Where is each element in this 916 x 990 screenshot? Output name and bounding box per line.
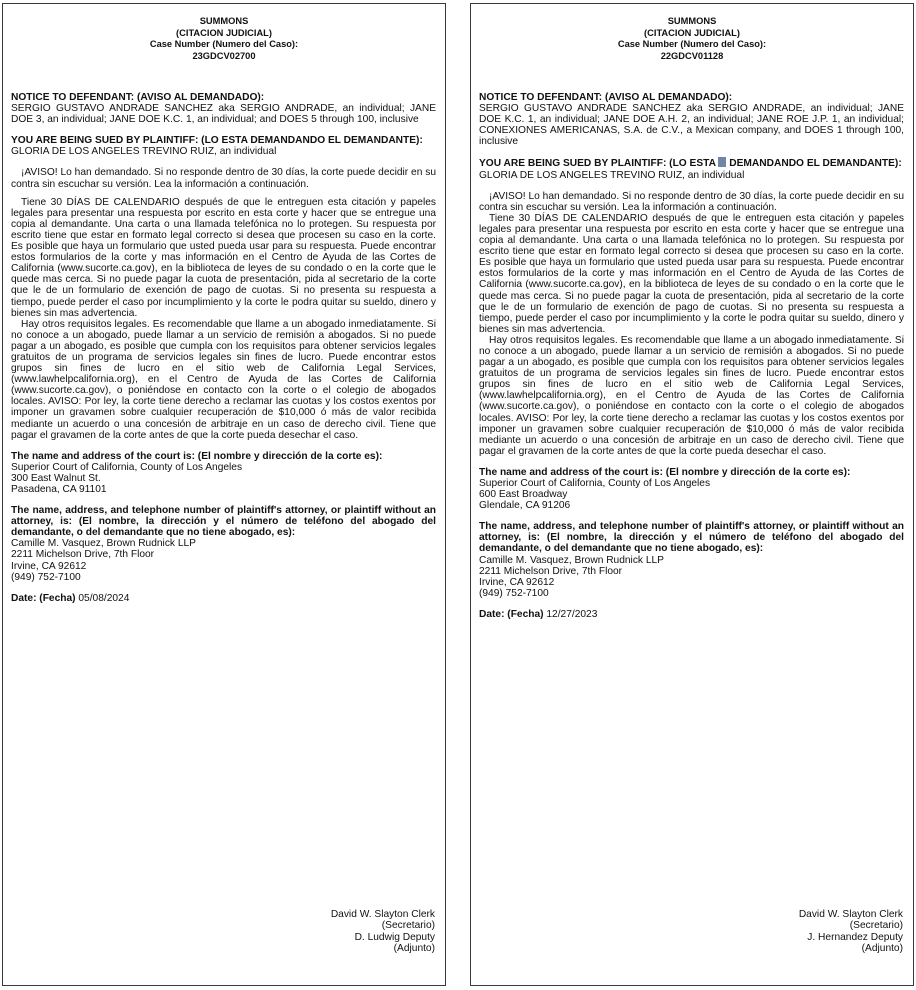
attorney-line: Camille M. Vasquez, Brown Rudnick LLP: [11, 538, 196, 550]
doc-title: SUMMONS: [667, 16, 717, 26]
deputy-title: (Adjunto): [393, 943, 435, 955]
aviso-paragraph-3: Hay otros requisitos legales. Es recomendable que llame a un abogado inmediatamente. Si no conoce a un abogado, puede llamar a un servicio de remisión a abogados. Si no puede pagar a un abogado, es posible que cumpla con los requisitos para obtener servicios legales gratuitos de un programa de servicios legales sin fines de lucro. Puede encontrar estos grupos sin fines de lucro en el sitio web de California Legal Services, (www.lawhelpcalifornia.org), en el Centro de Ayuda de las Cortes de California (www.sucorte.ca.gov), o poniéndose en contacto con la corte o el colegio de abogados locales. AVISO: Por ley, la corte tiene derecho a reclamar las cuotas y los costos exentos por imponer un gravamen sobre cualquier recuperación de $10,000 ó más de valor recibida mediante un acuerdo o una concesión de arbitraje en un caso de derecho civil. Tiene que pagar el gravamen de la corte antes de que la corte pueda desechar el caso.: [11, 318, 436, 441]
selection-highlight: [718, 157, 726, 167]
summons-page-right: [470, 3, 914, 986]
attorney-line: Camille M. Vasquez, Brown Rudnick LLP: [479, 554, 664, 566]
date-label: Date: (Fecha): [479, 608, 544, 620]
date-value: 12/27/2023: [546, 608, 598, 620]
doc-title: SUMMONS: [199, 16, 249, 26]
deputy-name: J. Hernandez Deputy: [807, 931, 903, 943]
deputy-name: D. Ludwig Deputy: [354, 931, 435, 943]
sued-heading-a: YOU ARE BEING SUED BY PLAINTIFF: (LO ESTA: [479, 158, 716, 170]
date-label: Date: (Fecha): [11, 592, 76, 604]
case-number: 23GDCV02700: [192, 50, 256, 61]
attorney-line: (949) 752-7100: [479, 587, 549, 599]
attorney-line: Irvine, CA 92612: [479, 576, 555, 588]
court-line: Superior Court of California, County of Los Angeles: [11, 461, 243, 473]
aviso-paragraph-3: Hay otros requisitos legales. Es recomendable que llame a un abogado inmediatamente. Si no conoce a un abogado, puede llamar a un servicio de remisión a abogados. Si no puede pagar a un abogado, es posible que cumpla con los requisitos para obtener servicios legales gratuitos de un programa de servicios legales sin fines de lucro. Puede encontrar estos grupos sin fines de lucro en el sitio web de California Legal Services, (www.lawhelpcalifornia.org), en el Centro de Ayuda de las Cortes de California (www.sucorte.ca.gov), o poniéndose en contacto con la corte o el colegio de abogados locales. AVISO: Por ley, la corte tiene derecho a reclamar las cuotas y los costos exentos por imponer un gravamen sobre cualquier recuperación de $10,000 ó más de valor recibida mediante un acuerdo o una concesión de arbitraje en un caso de derecho civil. Tiene que pagar el gravamen de la corte antes de que la corte pueda desechar el caso.: [479, 334, 904, 457]
court-line: 600 East Broadway: [479, 489, 568, 501]
attorney-line: Irvine, CA 92612: [11, 560, 87, 572]
court-line: Glendale, CA 91206: [479, 500, 571, 512]
summons-body: [11, 92, 436, 604]
summons-header: [3, 16, 445, 62]
court-line: Superior Court of California, County of Los Angeles: [479, 478, 711, 489]
attorney-line: 2211 Michelson Drive, 7th Floor: [11, 549, 155, 561]
summons-header: [471, 16, 913, 62]
case-number-label: Case Number (Numero del Caso):: [149, 39, 299, 50]
attorney-line: (949) 752-7100: [11, 571, 81, 583]
aviso-paragraph-1: ¡AVISO! Lo han demandado. Si no responde dentro de 30 días, la corte puede decidir en su contra sin escuchar su versión. Lea la información a continuación.: [479, 190, 904, 213]
notice-heading: NOTICE TO DEFENDANT: (AVISO AL DEMANDADO):: [11, 92, 265, 103]
court-line: Pasadena, CA 91101: [11, 484, 107, 495]
date-value: 05/08/2024: [78, 592, 130, 604]
clerk-title: (Secretario): [849, 920, 903, 932]
clerk-name: David W. Slayton Clerk: [798, 909, 903, 920]
court-line: 300 East Walnut St.: [11, 472, 101, 484]
signature-block: [799, 909, 903, 955]
case-number-label: Case Number (Numero del Caso):: [617, 39, 767, 50]
case-number: 22GDCV01128: [660, 50, 724, 61]
doc-subtitle: (CITACION JUDICIAL): [644, 27, 740, 38]
attorney-line: 2211 Michelson Drive, 7th Floor: [479, 565, 623, 577]
attorney-heading: The name, address, and telephone number of plaintiff's attorney, or plaintiff without an attorney, is: (El nombre, la dirección y el número de teléfono del abogado del demandante, o del demandante que no tiene abogado, es):: [479, 521, 904, 555]
sued-heading-b: DEMANDANDO EL DEMANDANTE):: [729, 158, 902, 170]
defendants-text: SERGIO GUSTAVO ANDRADE SANCHEZ aka SERGIO ANDRADE, an individual; JANE DOE K.C. 1, an individual; JANE DOE A.H. 2, an individual; JANE ROE J.P. 1, an individual; CONEXIONES AMERICANAS, S.A. de C.V., a Mexican company, and DOES 1 through 100, inclusive: [479, 103, 904, 148]
doc-subtitle: (CITACION JUDICIAL): [176, 27, 272, 38]
sued-heading: YOU ARE BEING SUED BY PLAINTIFF: (LO ESTA DEMANDANDO EL DEMANDANTE):: [11, 135, 423, 147]
clerk-name: David W. Slayton Clerk: [330, 909, 435, 920]
plaintiff-text: GLORIA DE LOS ANGELES TREVINO RUIZ, an individual: [11, 146, 277, 158]
defendants-text: SERGIO GUSTAVO ANDRADE SANCHEZ aka SERGIO ANDRADE, an individual; JANE DOE 3, an individual; JANE DOE K.C. 1, an individual; and DOES 5 through 100, inclusive: [11, 103, 436, 126]
date-line: [479, 609, 904, 620]
aviso-paragraph-1: ¡AVISO! Lo han demandado. Si no responde dentro de 30 días, la corte puede decidir en su contra sin escuchar su versión. Lea la información a continuación.: [11, 167, 436, 190]
attorney-heading: The name, address, and telephone number of plaintiff's attorney, or plaintiff without an attorney, is: (El nombre, la dirección y el número de teléfono del abogado del demandante, o del demandante que no tiene abogado, es):: [11, 505, 436, 539]
aviso-paragraph-2: Tiene 30 DÍAS DE CALENDARIO después de que le entreguen esta citación y papeles legales para presentar una respuesta por escrito en esta corte y hacer que se entregue una copia al demandante. Una carta o una llamada telefónica no lo protegen. Su respuesta por escrito tiene que estar en formato legal correcto si desea que procesen su caso en la corte. Es posible que haya un formulario que usted pueda usar para su respuesta. Puede encontrar estos formularios de la corte y mas información en el Centro de Ayuda de las Cortes de California (www.sucorte.ca.gov), en la biblioteca de leyes de su condado o en la corte que le quede mas cerca. Si no puede pagar la cuota de presentación, pida al secretario de la corte que le de un formulario de exención de pago de cuotas. Si no presenta su respuesta a tiempo, puede perder el caso por incumplimiento y la corte le podra quitar su sueldo, dinero y bienes sin mas advertencia.: [11, 196, 436, 319]
deputy-title: (Adjunto): [861, 943, 903, 955]
summons-page-left: [2, 3, 446, 986]
court-heading: The name and address of the court is: (El nombre y dirección de la corte es):: [11, 450, 383, 462]
notice-heading: NOTICE TO DEFENDANT: (AVISO AL DEMANDADO):: [479, 92, 733, 103]
date-line: [11, 593, 436, 604]
plaintiff-text: GLORIA DE LOS ANGELES TREVINO RUIZ, an individual: [479, 169, 745, 181]
court-heading: The name and address of the court is: (El nombre y dirección de la corte es):: [479, 466, 851, 478]
summons-body: [479, 92, 904, 620]
sued-heading: [479, 157, 904, 169]
aviso-paragraph-2: Tiene 30 DÍAS DE CALENDARIO después de que le entreguen esta citación y papeles legales para presentar una respuesta por escrito en esta corte y hacer que se entregue una copia al demandante. Una carta o una llamada telefónica no lo protegen. Su respuesta por escrito tiene que estar en formato legal correcto si desea que procesen su caso en la corte. Es posible que haya un formulario que usted pueda usar para su respuesta. Puede encontrar estos formularios de la corte y mas información en el Centro de Ayuda de las Cortes de California (www.sucorte.ca.gov), en la biblioteca de leyes de su condado o en la corte que le quede mas cerca. Si no puede pagar la cuota de presentación, pida al secretario de la corte que le de un formulario de exención de pago de cuotas. Si no presenta su respuesta a tiempo, puede perder el caso por incumplimiento y la corte le podra quitar su sueldo, dinero y bienes sin mas advertencia.: [479, 212, 904, 335]
clerk-title: (Secretario): [381, 920, 435, 932]
signature-block: [331, 909, 435, 955]
